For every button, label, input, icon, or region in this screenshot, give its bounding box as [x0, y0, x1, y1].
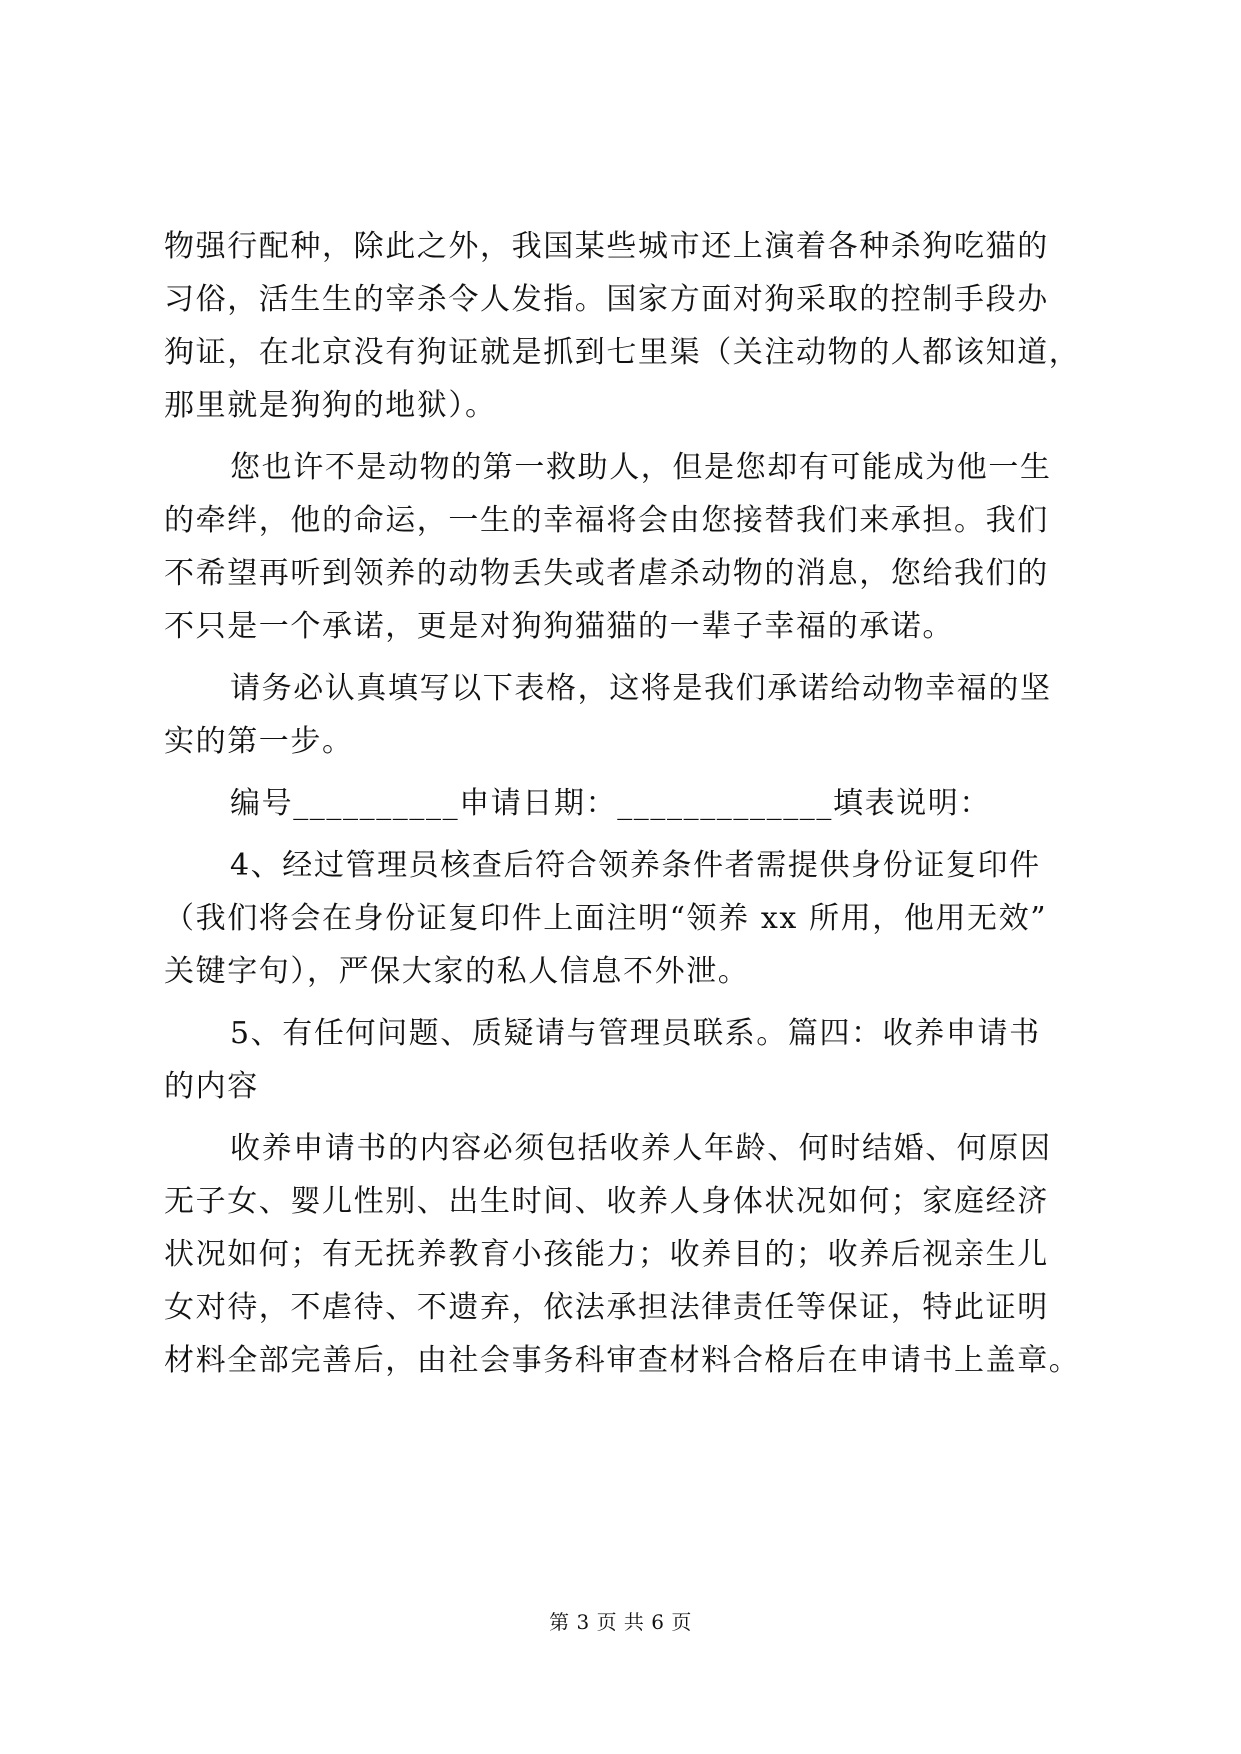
text-line: 不只是一个承诺，更是对狗狗猫猫的一辈子幸福的承诺。	[164, 609, 954, 644]
text-line: 的牵绊，他的命运，一生的幸福将会由您接替我们来承担。我们	[164, 503, 1049, 538]
form-header-line: 编号__________申请日期：_____________填表说明：	[230, 786, 991, 821]
text-line: 那里就是狗狗的地狱）。	[164, 388, 497, 423]
paragraph-start-line: 您也许不是动物的第一救助人，但是您却有可能成为他一生	[230, 450, 1052, 485]
text-line: （我们将会在身份证复印件上面注明“领养 xx 所用，他用无效”	[164, 901, 1048, 936]
paragraph-start-line: 4、经过管理员核查后符合领养条件者需提供身份证复印件	[230, 848, 1041, 883]
text-line: 狗证，在北京没有狗证就是抓到七里渠（关注动物的人都该知道，	[164, 335, 1081, 370]
text-line: 状况如何；有无抚养教育小孩能力；收养目的；收养后视亲生儿	[164, 1237, 1049, 1272]
paragraph-start-line: 5、有任何问题、质疑请与管理员联系。篇四：收养申请书	[230, 1016, 1041, 1051]
text-line: 物强行配种，除此之外，我国某些城市还上演着各种杀狗吃猫的	[164, 229, 1049, 264]
text-line: 不希望再听到领养的动物丢失或者虐杀动物的消息，您给我们的	[164, 556, 1049, 591]
paragraph-start-line: 收养申请书的内容必须包括收养人年龄、何时结婚、何原因	[230, 1131, 1052, 1166]
text-line: 女对待，不虐待、不遗弃，依法承担法律责任等保证，特此证明	[164, 1290, 1049, 1325]
text-line: 实的第一步。	[164, 724, 354, 759]
paragraph-start-line: 请务必认真填写以下表格，这将是我们承诺给动物幸福的坚	[230, 671, 1052, 706]
text-line: 无子女、婴儿性别、出生时间、收养人身体状况如何；家庭经济	[164, 1184, 1049, 1219]
text-line: 材料全部完善后，由社会事务科审查材料合格后在申请书上盖章。	[164, 1343, 1081, 1378]
page-number-footer: 第 3 页 共 6 页	[549, 1610, 692, 1634]
text-line: 关键字句），严保大家的私人信息不外泄。	[164, 954, 750, 989]
text-line: 习俗，活生生的宰杀令人发指。国家方面对狗采取的控制手段办	[164, 282, 1049, 317]
text-line: 的内容	[164, 1069, 259, 1104]
